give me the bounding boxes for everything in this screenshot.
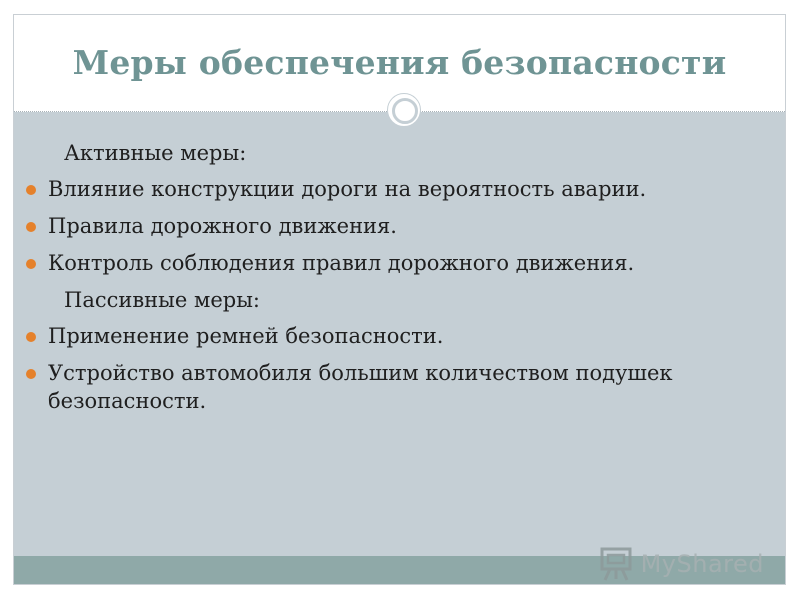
list-item (24, 359, 744, 415)
list-item-text: Влияние конструкции дороги на вероятность аварии. (48, 177, 647, 201)
list-item (24, 249, 744, 277)
section-heading-active (24, 139, 744, 167)
section-heading-text: Активные меры: (64, 141, 247, 165)
bullet-icon (26, 332, 36, 342)
list-item (24, 175, 744, 203)
bullet-icon (26, 369, 36, 379)
section-heading-text: Пассивные меры: (64, 288, 260, 312)
list-item (24, 322, 744, 350)
list-item (24, 212, 744, 240)
list-item-text: Применение ремней безопасности. (48, 324, 444, 348)
list-item-text: Устройство автомобиля большим количеством подушек безопасности. (48, 361, 673, 413)
list-item-text: Правила дорожного движения. (48, 214, 397, 238)
slide-title: Меры обеспечения безопасности (72, 43, 727, 82)
bullet-icon (26, 259, 36, 269)
watermark-text: MyShared (640, 550, 764, 578)
bullet-icon (26, 185, 36, 195)
list-item-text: Контроль соблюдения правил дорожного движения. (48, 251, 635, 275)
circle-ornament-icon (387, 93, 421, 127)
presentation-board-icon (599, 546, 633, 582)
slide-content (24, 139, 744, 424)
watermark-logo (599, 544, 764, 584)
circle-ornament-inner (392, 98, 418, 124)
section-heading-passive (24, 286, 744, 314)
bullet-icon (26, 222, 36, 232)
